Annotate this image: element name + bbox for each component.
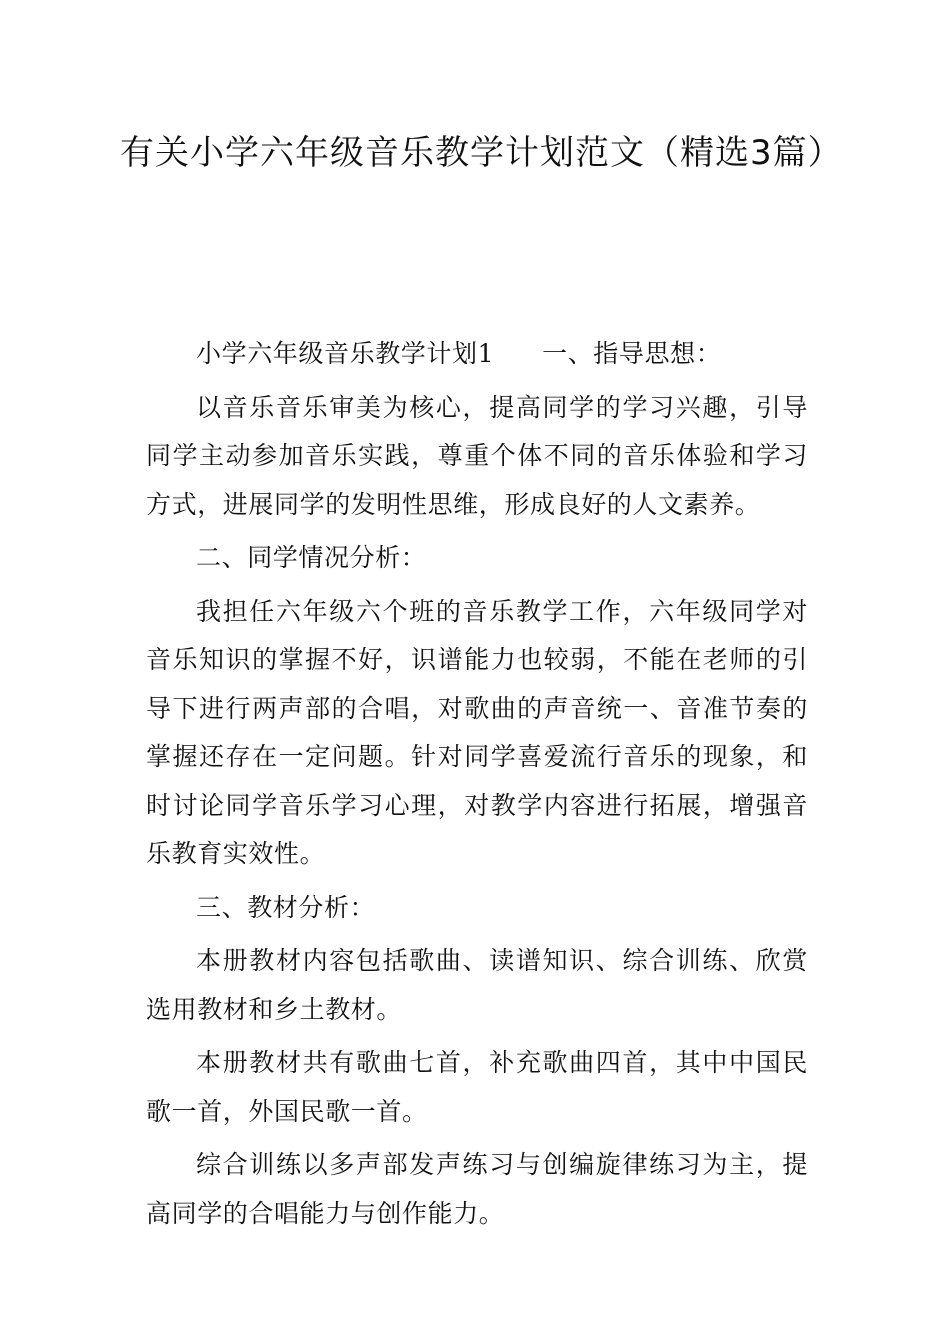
paragraph-comprehensive-training: 综合训练以多声部发声练习与创编旋律练习为主，提高同学的合唱能力与创作能力。 [146,1150,808,1228]
paragraph-student-analysis: 我担任六年级六个班的音乐教学工作，六年级同学对音乐知识的掌握不好，识谱能力也较弱，不能在老师的引导下进行两声部的合唱，对歌曲的声音统一、音准节奏的掌握还存在一定问题。针对同学喜爱流行音乐的现象，和时讨论同学音乐学习心理，对教学内容进行拓展，增强音乐教育实效性。 [146,596,808,868]
document-body [146,330,808,1243]
section-student-analysis: 二、同学情况分析： [196,543,427,572]
paragraph-textbook-songs: 本册教材共有歌曲七首，补充歌曲四首，其中中国民歌一首，外国民歌一首。 [146,1048,808,1126]
paragraph-plan-heading [146,330,808,379]
plan-heading-text: 小学六年级音乐教学计划1 [196,339,495,368]
paragraph-guiding-ideology: 以音乐音乐审美为核心，提高同学的学习兴趣，引导同学主动参加音乐实践，尊重个体不同的音乐体验和学习方式，进展同学的发明性思维，形成良好的人文素养。 [146,392,808,519]
section-textbook-analysis: 三、教材分析： [196,892,376,922]
section-guiding-ideology: 一、指导思想： [542,339,722,368]
paragraph-textbook-content: 本册教材内容包括歌曲、读谱知识、综合训练、欣赏选用教材和乡土教材。 [146,946,808,1024]
document-title: 有关小学六年级音乐教学计划范文（精选3篇） [120,133,843,173]
